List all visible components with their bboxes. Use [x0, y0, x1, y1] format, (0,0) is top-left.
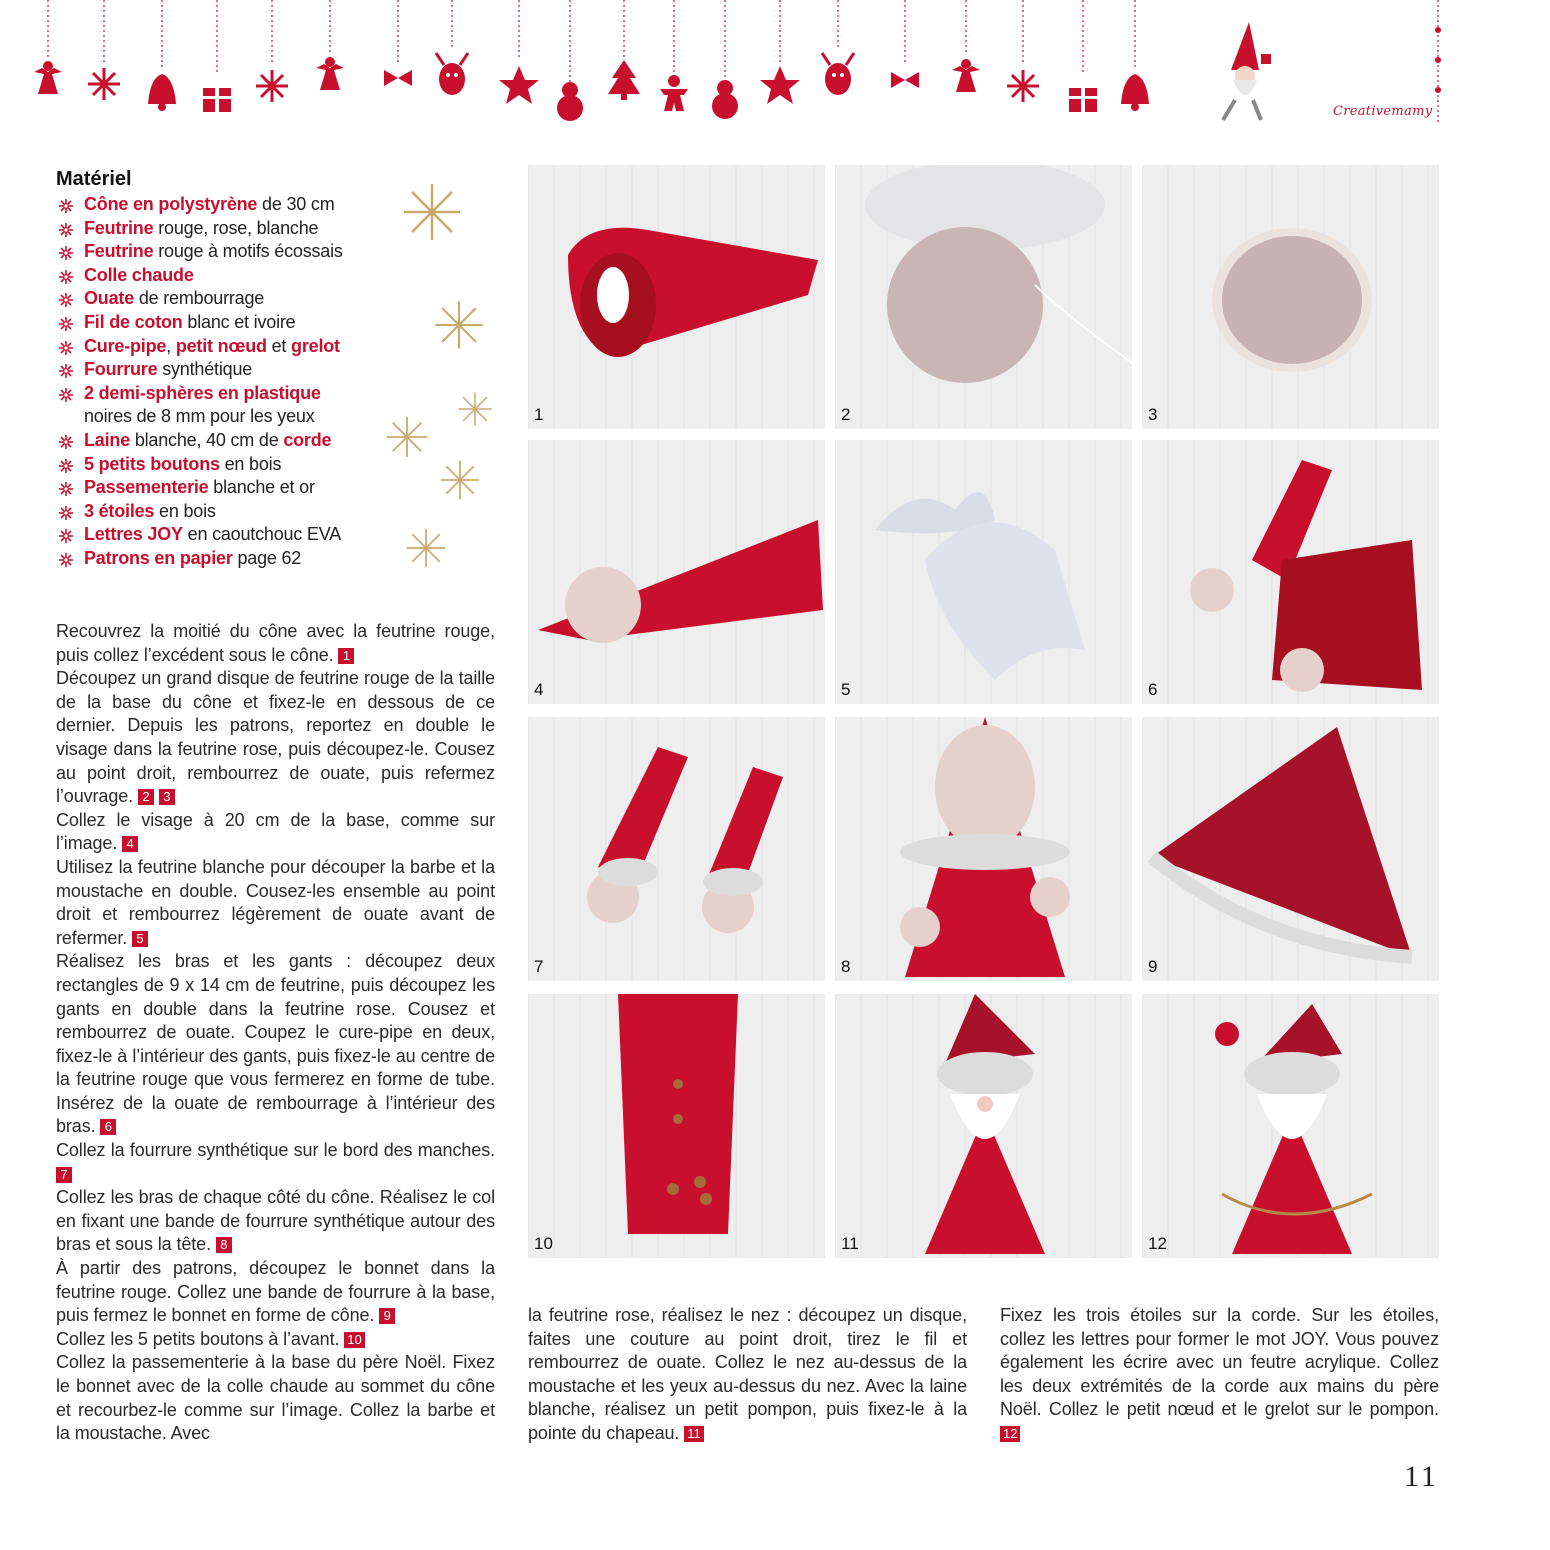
material-item-name: Fil de coton	[84, 311, 183, 332]
material-item-name: Feutrine	[84, 217, 154, 238]
snowflake-bullet-icon	[58, 480, 74, 496]
material-item-name: corde	[283, 429, 332, 450]
material-item-text: rouge, rose, blanche	[153, 217, 319, 238]
material-item	[56, 240, 496, 264]
material-item-name: Feutrine	[84, 241, 154, 262]
material-item-text: en caoutchouc EVA	[182, 524, 342, 545]
step-photo-12	[1142, 994, 1439, 1258]
photo-step-label: 12	[1148, 1234, 1167, 1253]
photo-step-label: 10	[534, 1234, 553, 1253]
step-number-badge: 11	[684, 1426, 704, 1442]
material-item	[56, 264, 496, 288]
instruction-paragraph	[56, 809, 495, 856]
step-number-badge: 5	[132, 931, 148, 947]
instruction-text: Collez les 5 petits boutons à l’avant.	[56, 1328, 345, 1349]
material-item-name: Cure-pipe	[84, 335, 167, 356]
material-item-text: en bois	[219, 453, 282, 474]
photo-illustration	[835, 440, 1132, 704]
photo-step-label: 5	[841, 680, 851, 699]
material-item	[56, 382, 496, 429]
instruction-text: Fixez les trois étoiles sur la corde. Sur les étoiles, collez les lettres pour former le mot JOY. Vous pouvez également les écrire avec un feutre acrylique. Collez les deux extrémités de la corde aux mains du père Noël. Collez le petit nœud et le grelot sur le pompon.	[1000, 1305, 1439, 1420]
photo-step-label: 8	[841, 957, 851, 976]
brand-logo: Creativemamy	[1333, 104, 1433, 119]
material-item-name: Colle chaude	[84, 264, 194, 285]
instruction-paragraph	[56, 1328, 495, 1352]
material-item-text: ,	[166, 335, 176, 356]
instructions-column-3	[1000, 1304, 1439, 1446]
snowflake-bullet-icon	[58, 244, 74, 260]
step-photo-4	[528, 440, 825, 704]
material-item-name: Passementerie	[84, 477, 209, 498]
material-item-text: en bois	[154, 500, 216, 521]
page-number: 11	[1404, 1460, 1439, 1493]
photo-illustration	[528, 994, 825, 1258]
snowflake-bullet-icon	[58, 315, 74, 331]
instruction-text: Recouvrez la moitié du cône avec la feutrine rouge, puis collez l’excédent sous le cône.	[56, 621, 495, 665]
material-item	[56, 193, 496, 217]
instruction-text: Découpez un grand disque de feutrine rouge de la taille de la base du cône et fixez-le en dessous de ce dernier. Depuis les patrons, reportez en double le visage dans la feutrine rose, puis découpez-le. Cousez au point droit, rembourrez de ouate, puis refermez l’ouvrage.	[56, 668, 495, 807]
instructions-column-2	[528, 1304, 967, 1446]
material-item-text: et	[266, 335, 292, 356]
step-photo-9	[1142, 717, 1439, 981]
material-item-text: noires de 8 mm pour les yeux	[84, 406, 315, 427]
snowflake-bullet-icon	[58, 457, 74, 473]
photo-illustration	[835, 994, 1132, 1258]
instruction-text: Réalisez les bras et les gants : découpez deux rectangles de 9 x 14 cm de feutrine, puis découpez les gants en double dans la feutrine rose. Cousez et rembourrez de ouate. Coupez le cure-pipe en deux, fixez-le à l’intérieur des gants, puis fixez-le au centre de la feutrine rouge que vous fermerez en forme de tube. Insérez de la ouate de rembourrage à l’intérieur des bras.	[56, 951, 495, 1137]
material-item-text: de 30 cm	[257, 194, 335, 214]
step-photo-2	[835, 165, 1132, 429]
photo-illustration	[528, 165, 825, 429]
step-photo-1	[528, 165, 825, 429]
snowflake-bullet-icon	[58, 386, 74, 402]
material-item-text: synthétique	[157, 359, 253, 380]
photo-step-label: 4	[534, 680, 544, 699]
photo-illustration	[528, 717, 825, 981]
photo-step-label: 11	[841, 1234, 859, 1253]
material-item	[56, 311, 496, 335]
material-item-text: blanc et ivoire	[182, 311, 296, 332]
photo-illustration	[1142, 717, 1439, 981]
material-title: Matériel	[56, 168, 132, 190]
step-photo-10	[528, 994, 825, 1258]
snowflake-bullet-icon	[58, 362, 74, 378]
photo-step-label: 2	[841, 405, 851, 424]
photo-illustration	[835, 165, 1132, 429]
material-item-name: 3 étoiles	[84, 500, 155, 521]
snowflake-bullet-icon	[58, 433, 74, 449]
step-number-badge: 2	[138, 789, 154, 805]
material-item-name: Lettres JOY	[84, 524, 183, 545]
snowflake-bullet-icon	[58, 551, 74, 567]
photo-step-label: 1	[534, 405, 544, 424]
photo-step-label: 6	[1148, 680, 1158, 699]
step-number-badge: 1	[338, 648, 354, 664]
photo-illustration	[528, 440, 825, 704]
material-item	[56, 287, 496, 311]
step-photo-6	[1142, 440, 1439, 704]
material-item-name: Cône en polystyrène	[84, 194, 258, 214]
instruction-paragraph	[56, 1139, 495, 1186]
step-number-badge: 8	[216, 1237, 232, 1253]
step-number-badge: 4	[122, 836, 138, 852]
material-item-text: rouge à motifs écossais	[153, 241, 343, 262]
material-item-name: Laine	[84, 429, 131, 450]
instruction-paragraph	[56, 667, 495, 809]
material-item	[56, 523, 496, 547]
photo-step-label: 3	[1148, 405, 1158, 424]
step-photo-3	[1142, 165, 1439, 429]
step-photo-8	[835, 717, 1132, 981]
material-item	[56, 217, 496, 241]
material-item-name: 5 petits boutons	[84, 453, 220, 474]
material-item	[56, 547, 496, 571]
material-item	[56, 358, 496, 382]
material-item-text: blanche et or	[208, 477, 315, 498]
material-item-name: petit nœud	[175, 335, 267, 356]
instruction-paragraph	[56, 620, 495, 667]
photo-illustration	[835, 717, 1132, 981]
step-photo-5	[835, 440, 1132, 704]
step-number-badge: 6	[100, 1119, 116, 1135]
instruction-text: À partir des patrons, découpez le bonnet dans la feutrine rouge. Collez une bande de fourrure à la base, puis fermez le bonnet en forme de cône.	[56, 1258, 495, 1326]
photo-illustration	[1142, 165, 1439, 429]
instruction-paragraph	[56, 1186, 495, 1257]
step-photo-7	[528, 717, 825, 981]
snowflake-bullet-icon	[58, 339, 74, 355]
step-number-badge: 12	[1000, 1426, 1020, 1442]
material-item-name: 2 demi-sphères en plastique	[84, 382, 321, 403]
instruction-text: Collez le visage à 20 cm de la base, comme sur l’image.	[56, 809, 495, 854]
snowflake-bullet-icon	[58, 504, 74, 520]
instruction-text: Collez la passementerie à la base du père Noël. Fixez le bonnet avec de la colle chaude au sommet du cône et recourbez-le comme sur l’image. Collez la barbe et la moustache. Avec	[56, 1352, 495, 1444]
step-number-badge: 9	[379, 1308, 395, 1324]
material-item	[56, 453, 496, 477]
ornament-banner	[0, 0, 1550, 135]
material-item-name: Ouate	[84, 288, 135, 309]
instruction-text: Collez les bras de chaque côté du cône. Réalisez le col en fixant une bande de fourrure synthétique autour des bras et sous la tête.	[56, 1187, 495, 1255]
instructions-column-1	[56, 620, 495, 1446]
instruction-paragraph	[56, 856, 495, 950]
material-item-text: de rembourrage	[134, 288, 265, 309]
instruction-paragraph	[56, 1257, 495, 1328]
photo-illustration	[1142, 440, 1439, 704]
material-item	[56, 476, 496, 500]
material-item-text: page 62	[232, 547, 302, 568]
snowflake-bullet-icon	[58, 291, 74, 307]
step-number-badge: 3	[159, 789, 175, 805]
photo-step-label: 7	[534, 957, 544, 976]
snowflake-bullet-icon	[58, 268, 74, 284]
photo-illustration	[1142, 994, 1439, 1258]
snowflake-bullet-icon	[58, 197, 74, 213]
material-list	[56, 193, 496, 571]
instruction-text: la feutrine rose, réalisez le nez : découpez un disque, faites une couture au point droit, tirez le fil et rembourrez de ouate. Collez le nez au-dessus de la moustache et les yeux au-dessus du nez. Avec la laine blanche, réalisez un petit pompon, puis fixez-le à la pointe du chapeau.	[528, 1305, 967, 1443]
step-number-badge: 10	[344, 1332, 364, 1348]
step-number-badge: 7	[56, 1167, 72, 1183]
photo-step-label: 9	[1148, 957, 1158, 976]
snowflake-bullet-icon	[58, 527, 74, 543]
material-item	[56, 429, 496, 453]
snowflake-bullet-icon	[58, 221, 74, 237]
material-item	[56, 335, 496, 359]
instruction-text: Collez la fourrure synthétique sur le bord des manches.	[56, 1140, 495, 1161]
instruction-paragraph	[56, 1351, 495, 1445]
step-photo-11	[835, 994, 1132, 1258]
material-item	[56, 500, 496, 524]
material-section	[56, 168, 496, 571]
material-item-name: Fourrure	[84, 359, 158, 380]
material-item-text: blanche, 40 cm de	[130, 429, 284, 450]
material-item-name: Patrons en papier	[84, 547, 233, 568]
material-item-name: grelot	[291, 335, 340, 356]
instruction-paragraph	[56, 950, 495, 1139]
instruction-text: Utilisez la feutrine blanche pour découper la barbe et la moustache en double. Cousez-les ensemble au point droit et rembourrez légèrement de ouate avant de refermer.	[56, 856, 495, 948]
